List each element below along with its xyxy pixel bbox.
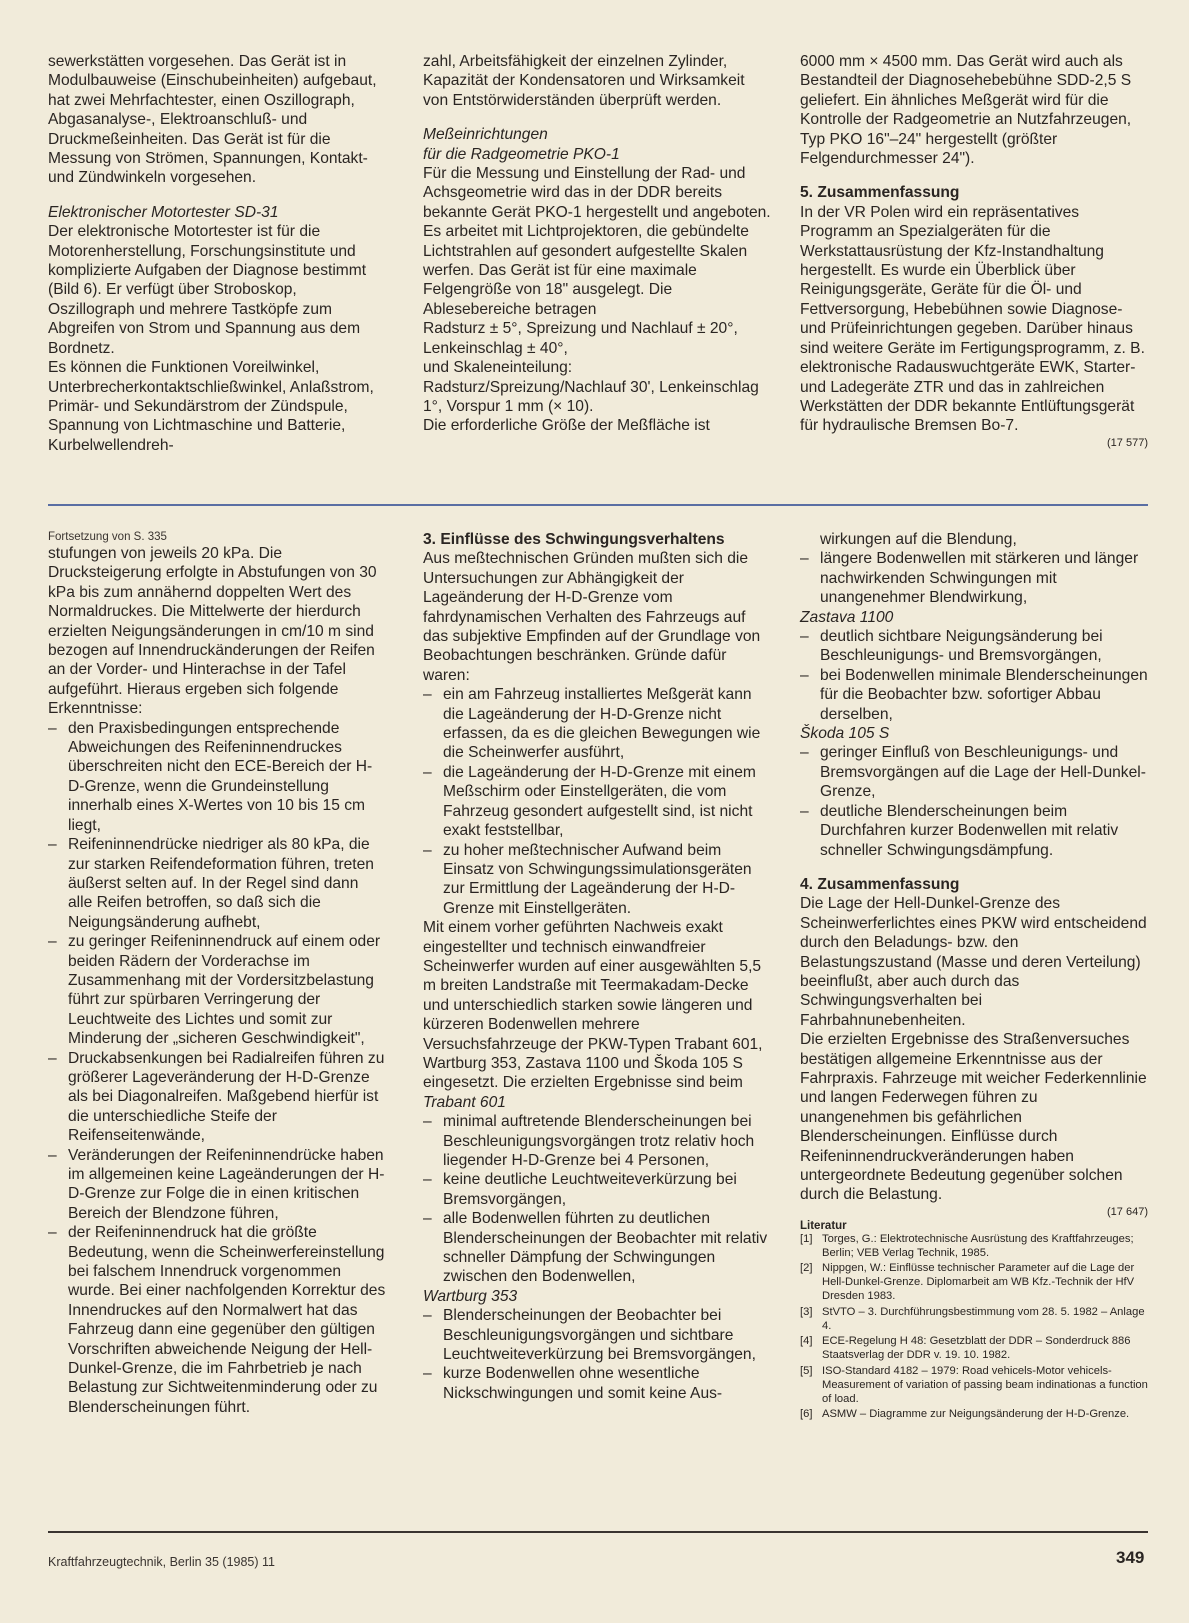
paragraph: Aus meßtechnischen Gründen mußten sich die Untersuchungen zur Abhängigkeit der Lageänderung der H-D-Grenze vom fahrdynamischen Verhalten des Fahrzeugs auf das subjektive Empfinden auf der Grundlage von Beobachtungen beschränken. Gründe dafür waren: xyxy=(423,550,761,684)
list-item: – Reifeninnendrücke niedriger als 80 kPa, die zur starken Reifendeformation führen, treten äußerst selten auf. In der Regel sind dann alle Reifen betroffen, so daß sich die Neigungsänderung aufhebt, xyxy=(48,835,386,932)
paragraph: In der VR Polen wird ein repräsentatives Programm an Spezialgeräten für die Werkstattausrüstung der Kfz-Instandhaltung hergestellt. Es wurde ein Überblick über Reinigungsgeräte, Geräte für die Öl- und Fettversorgung, Hebebühnen sowie Diagnose- und Prüfeinrichtungen gegeben. Darüber hinaus sind weitere Geräte im Fertigungsprogramm, z. B. elektronische Radauswuchtgeräte EWK, Starter- und Ladegeräte ZTR und das in zahlreichen Werkstätten der DDR bekannte Entlüftungsgerät für hydraulische Bremsen Bo-7. xyxy=(800,203,1145,435)
continued-note: Fortsetzung von S. 335 xyxy=(48,531,167,543)
reference-text: ISO-Standard 4182 – 1979: Road vehicels-Motor vehicels-Measurement of variation of passing beam indinationas a function of load. xyxy=(822,1364,1148,1405)
list-item: – ein am Fahrzeug installiertes Meßgerät kann die Lageänderung der H-D-Grenze nicht erfassen, da es die gleichen Bewegungen wie die Scheinwerfer ausführt, xyxy=(423,685,771,763)
reference-text: StVTO – 3. Durchführungsbestimmung vom 28. 5. 1982 – Anlage 4. xyxy=(822,1305,1145,1332)
wartburg-list xyxy=(423,1306,771,1403)
reference-text: ASMW – Diagramme zur Neigungsänderung der H-D-Grenze. xyxy=(822,1408,1130,1421)
subheading: Elektronischer Motortester SD-31 xyxy=(48,203,279,221)
paragraph: sewerkstätten vorgesehen. Das Gerät ist in Modulbauweise (Einschubeinheiten) aufgebaut, hat zwei Mehrfachtester, einen Oszillograph, Abgasanalyse-, Elektroanschluß- und Druckmeßeinheiten. Das Gerät ist für die Messung von Strömen, Spannungen, Kontakt- und Zündwinkeln vorgesehen. xyxy=(48,53,377,187)
article-code: (17 577) xyxy=(1107,436,1148,449)
top-column-3 xyxy=(800,52,1148,450)
reference-list xyxy=(800,1233,1148,1422)
trabant-list xyxy=(423,1112,771,1287)
reference-item xyxy=(800,1408,1148,1422)
reference-item xyxy=(800,1306,1148,1334)
reasons-list xyxy=(423,685,771,918)
reference-number: [5] xyxy=(800,1364,813,1377)
findings-list xyxy=(48,719,386,1418)
footer-divider xyxy=(48,1531,1148,1533)
section-heading: 5. Zusammenfassung xyxy=(800,184,960,202)
list-item: – zu geringer Reifeninnendruck auf einem oder beiden Rädern der Vorderachse im Zusammenhang mit der Vordersitzbelastung führt zur spürbaren Verringerung der Leuchtweite des Lichtes und somit zur Minderung der „sicheren Geschwindigkeit", xyxy=(48,932,386,1048)
paragraph: Für die Messung und Einstellung der Rad- und Achsgeometrie wird das in der DDR bereits bekannte Gerät PKO-1 hergestellt und angeboten. Es arbeitet mit Lichtprojektoren, die gebündelte Lichtstrahlen auf gesondert aufgestellte Skalen werfen. Das Gerät ist für eine maximale Felgengröße von 18" ausgelegt. Die Ablesebereiche betragen xyxy=(423,165,771,318)
reference-item xyxy=(800,1262,1148,1303)
paragraph: Mit einem vorher geführten Nachweis exakt eingestellter und technisch einwandfreier Scheinwerfer wurden auf einer ausgewählten 5,5 m breiten Landstraße mit Teermakadam-Decke und unterschiedlich starken sowie längeren und kürzeren Bodenwellen mehrere Versuchsfahrzeuge der PKW-Typen Trabant 601, Wartburg 353, Zastava 1100 und Škoda 105 S eingesetzt. Die erzielten Ergebnisse sind beim xyxy=(423,919,763,1092)
paragraph: Der elektronische Motortester ist für die Motorenherstellung, Forschungsinstitute und komplizierte Aufgaben der Diagnose bestimmt (Bild 6). Er verfügt über Stroboskop, Oszillograph und mehrere Tastköpfe zum Abgreifen von Strom und Spannung aus dem Bordnetz. xyxy=(48,223,367,357)
journal-citation: Kraftfahrzeugtechnik, Berlin 35 (1985) 11 xyxy=(48,1555,275,1569)
list-item: – die Lageänderung der H-D-Grenze mit einem Meßschirm oder Einstellgeräten, die vom Fahrzeug gesondert aufgestellt sind, ist nicht exakt feststellbar, xyxy=(423,763,771,841)
zastava-list xyxy=(800,627,1148,724)
reference-text: ECE-Regelung H 48: Gesetzblatt der DDR – Sonderdruck 886 Staatsverlag der DDR v. 19. 10. 1982. xyxy=(822,1335,1131,1362)
subheading: Škoda 105 S xyxy=(800,725,890,743)
reference-number: [4] xyxy=(800,1335,813,1348)
literature-heading: Literatur xyxy=(800,1219,847,1232)
reference-number: [6] xyxy=(800,1408,813,1421)
list-item: – keine deutliche Leuchtweiteverkürzung bei Bremsvorgängen, xyxy=(423,1170,771,1209)
list-item: – zu hoher meßtechnischer Aufwand beim Einsatz von Schwingungssimulationsgeräten zur Ermittlung der Lageänderung der H-D-Grenze mit Einstellgeräten. xyxy=(423,841,771,919)
paragraph: und Skaleneinteilung: xyxy=(423,359,573,377)
paragraph: Es können die Funktionen Voreilwinkel, Unterbrecherkontaktschließwinkel, Anlaßstrom, Primär- und Sekundärstrom der Zündspule, Spannung von Lichtmaschine und Batterie, Kurbelwellendreh- xyxy=(48,359,374,454)
paragraph: Radsturz ± 5°, Spreizung und Nachlauf ± 20°, Lenkeinschlag ± 40°, xyxy=(423,320,738,357)
reference-number: [1] xyxy=(800,1232,813,1245)
reference-number: [3] xyxy=(800,1305,813,1318)
reference-number: [2] xyxy=(800,1262,813,1275)
list-item: – den Praxisbedingungen entsprechende Abweichungen des Reifeninnendruckes überschreiten nicht den ECE-Bereich der H-D-Grenze, wenn die Grundeinstellung innerhalb eines X-Wertes von 10 bis 15 cm liegt, xyxy=(48,719,386,835)
paragraph: stufungen von jeweils 20 kPa. Die Drucksteigerung erfolgte in Abstufungen von 30 kPa bis zum annähernd doppelten Wert des Normaldruckes. Die Mittelwerte der hierdurch erzielten Neigungsänderungen in cm/10 m sind bezogen auf Innendruckänderungen der Reifen an der Vorder- und Hinterachse in der Tafel aufgeführt. Hieraus ergeben sich folgende Erkenntnisse: xyxy=(48,545,377,718)
article-code: (17 647) xyxy=(1107,1205,1148,1218)
bottom-column-3 xyxy=(800,530,1148,1424)
list-item: – deutlich sichtbare Neigungsänderung bei Beschleunigungs- und Bremsvorgängen, xyxy=(800,627,1148,666)
paragraph: Radsturz/Spreizung/Nachlauf 30', Lenkeinschlag 1°, Vorspur 1 mm (× 10). xyxy=(423,378,759,415)
paragraph: Die erforderliche Größe der Meßfläche ist xyxy=(423,417,710,435)
reference-item xyxy=(800,1335,1148,1363)
list-item: – Blenderscheinungen der Beobachter bei Beschleunigungsvorgängen und sichtbare Leuchtweiteverkürzung bei Bremsvorgängen, xyxy=(423,1306,771,1364)
reference-item xyxy=(800,1233,1148,1261)
bottom-column-2 xyxy=(423,530,771,1403)
subheading: Meßeinrichtungen xyxy=(423,126,548,144)
bottom-column-1 xyxy=(48,530,386,1417)
subheading: Zastava 1100 xyxy=(800,608,894,626)
subheading: für die Radgeometrie PKO-1 xyxy=(423,145,620,163)
list-item: – bei Bodenwellen minimale Blenderscheinungen für die Beobachter bzw. sofortiger Abbau derselben, xyxy=(800,666,1148,724)
list-item: – minimal auftretende Blenderscheinungen bei Beschleunigungsvorgängen trotz relativ hoch liegender H-D-Grenze bei 4 Personen, xyxy=(423,1112,771,1170)
reference-text: Torges, G.: Elektrotechnische Ausrüstung des Kraftfahrzeuges; Berlin; VEB Verlag Technik, 1985. xyxy=(822,1232,1134,1259)
page-number: 349 xyxy=(1116,1548,1145,1567)
top-column-2 xyxy=(423,52,771,436)
list-item: – kurze Bodenwellen ohne wesentliche Nickschwingungen und somit keine Aus- xyxy=(423,1364,771,1403)
list-item: – geringer Einfluß von Beschleunigungs- und Bremsvorgängen auf die Lage der Hell-Dunkel-Grenze, xyxy=(800,743,1148,801)
paragraph: Die erzielten Ergebnisse des Straßenversuches bestätigen allgemeine Erkenntnisse aus der Fahrpraxis. Fahrzeuge mit weicher Federkennlinie und langen Federwegen führen zu unangenehmen bis gefährlichen Blenderscheinungen. Einflüsse durch Reifeninnendruckveränderungen haben untergeordnete Bedeutung gegenüber solchen durch die Belastung. xyxy=(800,1031,1147,1204)
paragraph: 6000 mm × 4500 mm. Das Gerät wird auch als Bestandteil der Diagnosehebebühne SDD-2,5 S geliefert. Ein ähnliches Meßgerät wird für die Kontrolle der Radgeometrie an Nutzfahrzeugen, Typ PKO 16"–24" hergestellt (größter Felgendurchmesser 24"). xyxy=(800,53,1132,168)
skoda-list xyxy=(800,743,1148,859)
list-item: – deutliche Blenderscheinungen beim Durchfahren kurzer Bodenwellen mit relativ schneller Schwingungsdämpfung. xyxy=(800,802,1148,860)
list-item: – längere Bodenwellen mit stärkeren und länger nachwirkenden Schwingungen mit unangenehmer Blendwirkung, xyxy=(800,549,1148,607)
list-item: – alle Bodenwellen führten zu deutlichen Blenderscheinungen der Beobachter mit relativ schneller Dämpfung der Schwingungen zwischen den Bodenwellen, xyxy=(423,1209,771,1287)
top-column-1 xyxy=(48,52,386,455)
paragraph: wirkungen auf die Blendung, xyxy=(820,531,1017,548)
wartburg-list-continued xyxy=(800,549,1148,607)
list-item: – der Reifeninnendruck hat die größte Bedeutung, wenn die Scheinwerfereinstellung bei falschem Innendruck vorgenommen wurde. Bei einer nachfolgenden Korrektur des Innendruckes auf den Normalwert hat das Fahrzeug dann eine gegenüber den gültigen Vorschriften abweichende Neigung der Hell-Dunkel-Grenze, die im Fahrbetrieb je nach Belastung zur Sichtweitenminderung oder zu Blenderscheinungen führt. xyxy=(48,1223,386,1417)
list-item: – Druckabsenkungen bei Radialreifen führen zu größerer Lageveränderung der H-D-Grenze als bei Diagonalreifen. Maßgebend hierfür ist die unterschiedliche Steife der Reifenseitenwände, xyxy=(48,1049,386,1146)
subheading: Wartburg 353 xyxy=(423,1287,518,1305)
list-item: – Veränderungen der Reifeninnendrücke haben im allgemeinen keine Lageänderungen der H-D-Grenze zur Folge die in einen kritischen Bereich der Blendzone führen, xyxy=(48,1146,386,1224)
section-heading: 3. Einflüsse des Schwingungsverhaltens xyxy=(423,531,725,548)
reference-text: Nippgen, W.: Einflüsse technischer Parameter auf die Lage der Hell-Dunkel-Grenze. Diplomarbeit am WB Kfz.-Technik der HfV Dresden 1983. xyxy=(822,1262,1135,1302)
paragraph: Die Lage der Hell-Dunkel-Grenze des Scheinwerferlichtes eines PKW wird entscheidend durch den Beladungs- bzw. den Belastungszustand (Masse und deren Verteilung) beeinflußt, aber auch durch das Schwingungsverhalten bei Fahrbahnunebenheiten. xyxy=(800,895,1147,1029)
section-heading: 4. Zusammenfassung xyxy=(800,875,960,893)
section-divider xyxy=(48,504,1148,506)
reference-item xyxy=(800,1365,1148,1406)
paragraph: zahl, Arbeitsfähigkeit der einzelnen Zylinder, Kapazität der Kondensatoren und Wirksamkeit von Entstörwiderständen überprüft werden. xyxy=(423,53,745,109)
subheading: Trabant 601 xyxy=(423,1093,506,1111)
